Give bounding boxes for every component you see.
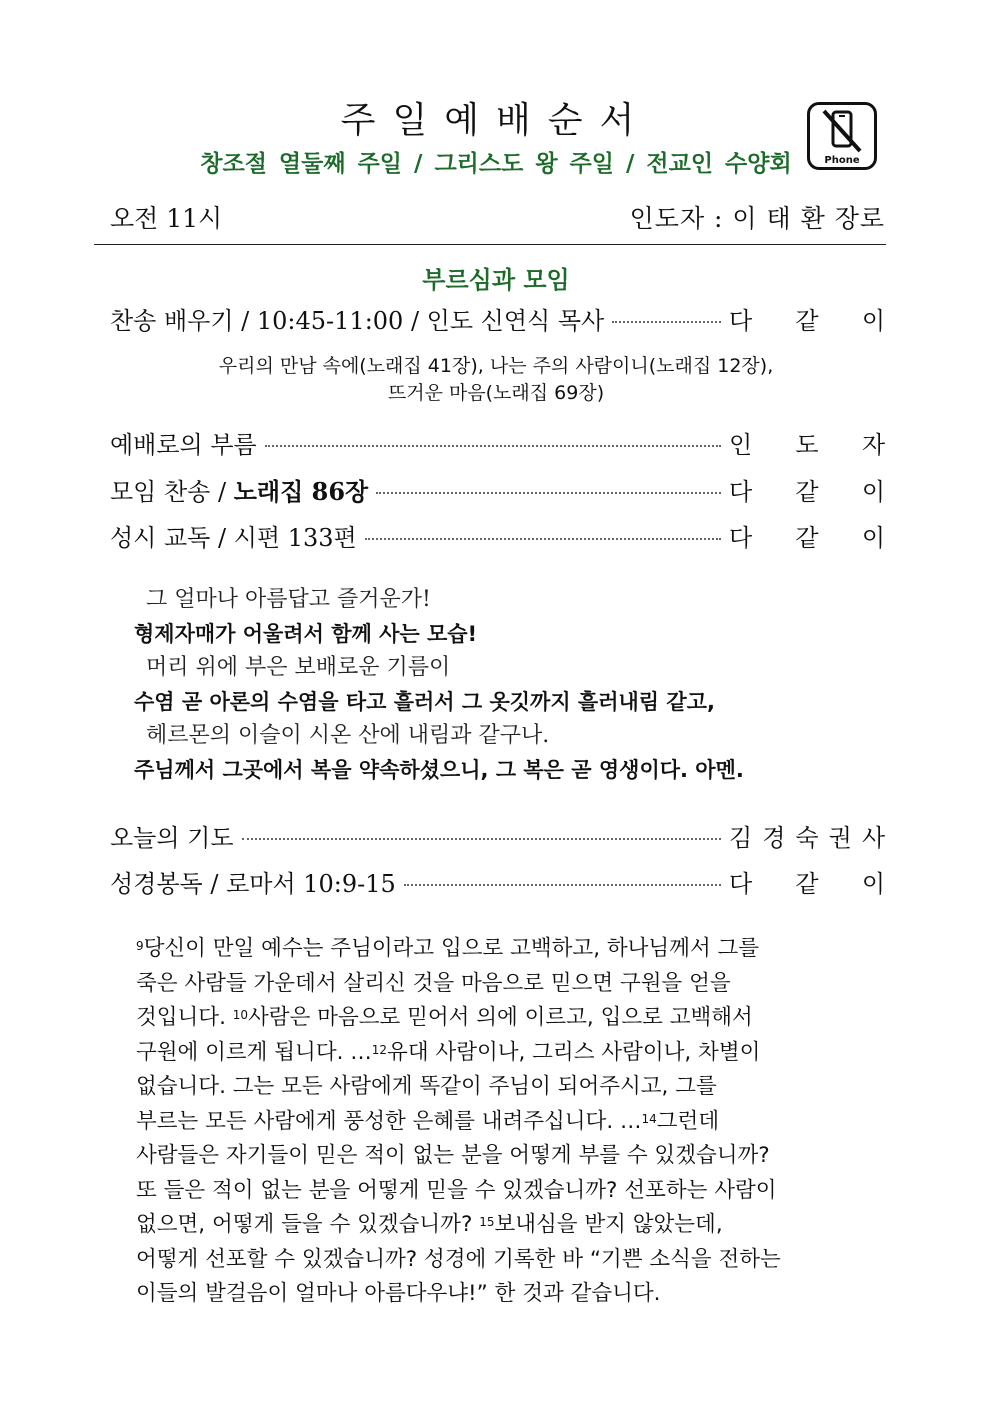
order-item-gathering-hymn <box>110 472 885 506</box>
song-list-line: 뜨거운 마음(노래집 69장) <box>387 382 605 404</box>
dot-leader <box>365 538 721 540</box>
dot-leader <box>404 884 721 886</box>
dot-leader <box>242 838 721 840</box>
service-leader: 인도자 : 이 태 환 장로 <box>629 204 885 233</box>
scripture-line: 죽은 사람들 가운데서 살리신 것을 마음으로 믿으면 구원을 얻을 <box>136 970 731 996</box>
item-performer: 다 같 이 <box>729 523 885 552</box>
item-label: 모임 찬송 / 노래집 86장 <box>110 476 369 506</box>
verse-number: 10 <box>232 1008 249 1022</box>
psalm-line-leader: 그 얼마나 아름답고 즐거운가! <box>146 587 431 612</box>
page-subtitle: 창조절 열둘째 주일 / 그리스도 왕 주일 / 전교인 수양회 <box>200 151 792 177</box>
psalm-line-response: 형제자매가 어울려서 함께 사는 모습! <box>134 622 478 646</box>
order-item-hymn-practice <box>110 301 885 335</box>
service-time: 오전 11시 <box>110 204 223 233</box>
scripture-line: 이들의 발걸음이 얼마나 아름다우냐!” 한 것과 같습니다. <box>136 1281 661 1306</box>
item-label: 성경봉독 / 로마서 10:9-15 <box>110 869 396 898</box>
item-performer: 인 도 자 <box>729 430 885 459</box>
order-item-call-to-worship <box>110 425 885 459</box>
verse-number: 15 <box>479 1215 495 1229</box>
phone-label: Phone <box>824 155 860 166</box>
psalm-line-response: 수염 곧 아론의 수염을 타고 흘러서 그 옷깃까지 흘러내림 같고, <box>134 690 715 714</box>
psalm-line-response: 주님께서 그곳에서 복을 약속하셨으니, 그 복은 곧 영생이다. 아멘. <box>134 758 744 782</box>
psalm-line-leader: 머리 위에 부은 보배로운 기름이 <box>146 655 451 680</box>
item-performer: 다 같 이 <box>729 477 885 506</box>
scripture-line: 없으면, 어떻게 들을 수 있겠습니까? $^{15}$보내심을 받지 않았는데, <box>136 1212 723 1237</box>
scripture-text <box>136 932 896 1312</box>
verse-number: 14 <box>641 1111 657 1126</box>
dot-leader <box>265 445 721 447</box>
order-item-scripture-reading <box>110 864 885 898</box>
dot-leader <box>376 492 721 494</box>
section-heading: 부르심과 모임 <box>422 266 570 294</box>
scripture-line: 또 들은 적이 없는 분을 어떻게 믿을 수 있겠습니까? 선포하는 사람이 <box>136 1177 777 1203</box>
item-label: 예배로의 부름 <box>110 430 257 459</box>
song-list <box>0 353 992 407</box>
scripture-line: 없습니다. 그는 모든 사람에게 똑같이 주님이 되어주시고, 그를 <box>136 1074 717 1099</box>
header-divider <box>94 244 886 245</box>
psalm-line-leader: 헤르몬의 이슬이 시온 산에 내림과 같구나. <box>146 723 550 748</box>
dot-leader <box>612 321 721 323</box>
item-label: 성시 교독 / 시편 133편 <box>110 523 357 552</box>
song-list-line: 우리의 만남 속에(노래집 41장), 나는 주의 사람이니(노래집 12장), <box>218 355 774 377</box>
verse-number: 9 <box>136 939 144 953</box>
item-label: 찬송 배우기 / 10:45-11:00 / 인도 신연식 목사 <box>110 306 605 335</box>
no-phone-icon <box>807 102 877 170</box>
verse-number: 12 <box>371 1042 388 1057</box>
scripture-line: 어떻게 선포할 수 있겠습니까? 성경에 기록한 바 “기쁜 소식을 전하는 <box>136 1246 781 1272</box>
item-performer: 다 같 이 <box>729 306 885 335</box>
scripture-line: 사람들은 자기들이 믿은 적이 없는 분을 어떻게 부를 수 있겠습니까? <box>136 1143 770 1168</box>
page-title: 주일예배순서 <box>340 100 652 141</box>
scripture-line: $^9$당신이 만일 예수는 주님이라고 입으로 고백하고, 하나님께서 그를 <box>136 936 760 961</box>
scripture-line: 것입니다. $^{10}$사람은 마음으로 믿어서 의에 이르고, 입으로 고백해서 <box>136 1005 753 1030</box>
order-item-responsive-reading <box>110 518 885 552</box>
scripture-line: 부르는 모든 사람에게 풍성한 은혜를 내려주십니다. …$^{14}$그런데 <box>136 1108 720 1134</box>
scripture-line: 구원에 이르게 됩니다. …$^{12}$유대 사람이나, 그리스 사람이나, 차별이 <box>136 1039 761 1065</box>
item-performer: 김 경 숙 권 사 <box>729 823 885 852</box>
item-performer: 다 같 이 <box>729 869 885 898</box>
phone-glyph-icon <box>820 109 864 155</box>
psalm-reading <box>134 583 744 787</box>
item-label: 오늘의 기도 <box>110 823 234 852</box>
order-item-prayer <box>110 818 885 852</box>
